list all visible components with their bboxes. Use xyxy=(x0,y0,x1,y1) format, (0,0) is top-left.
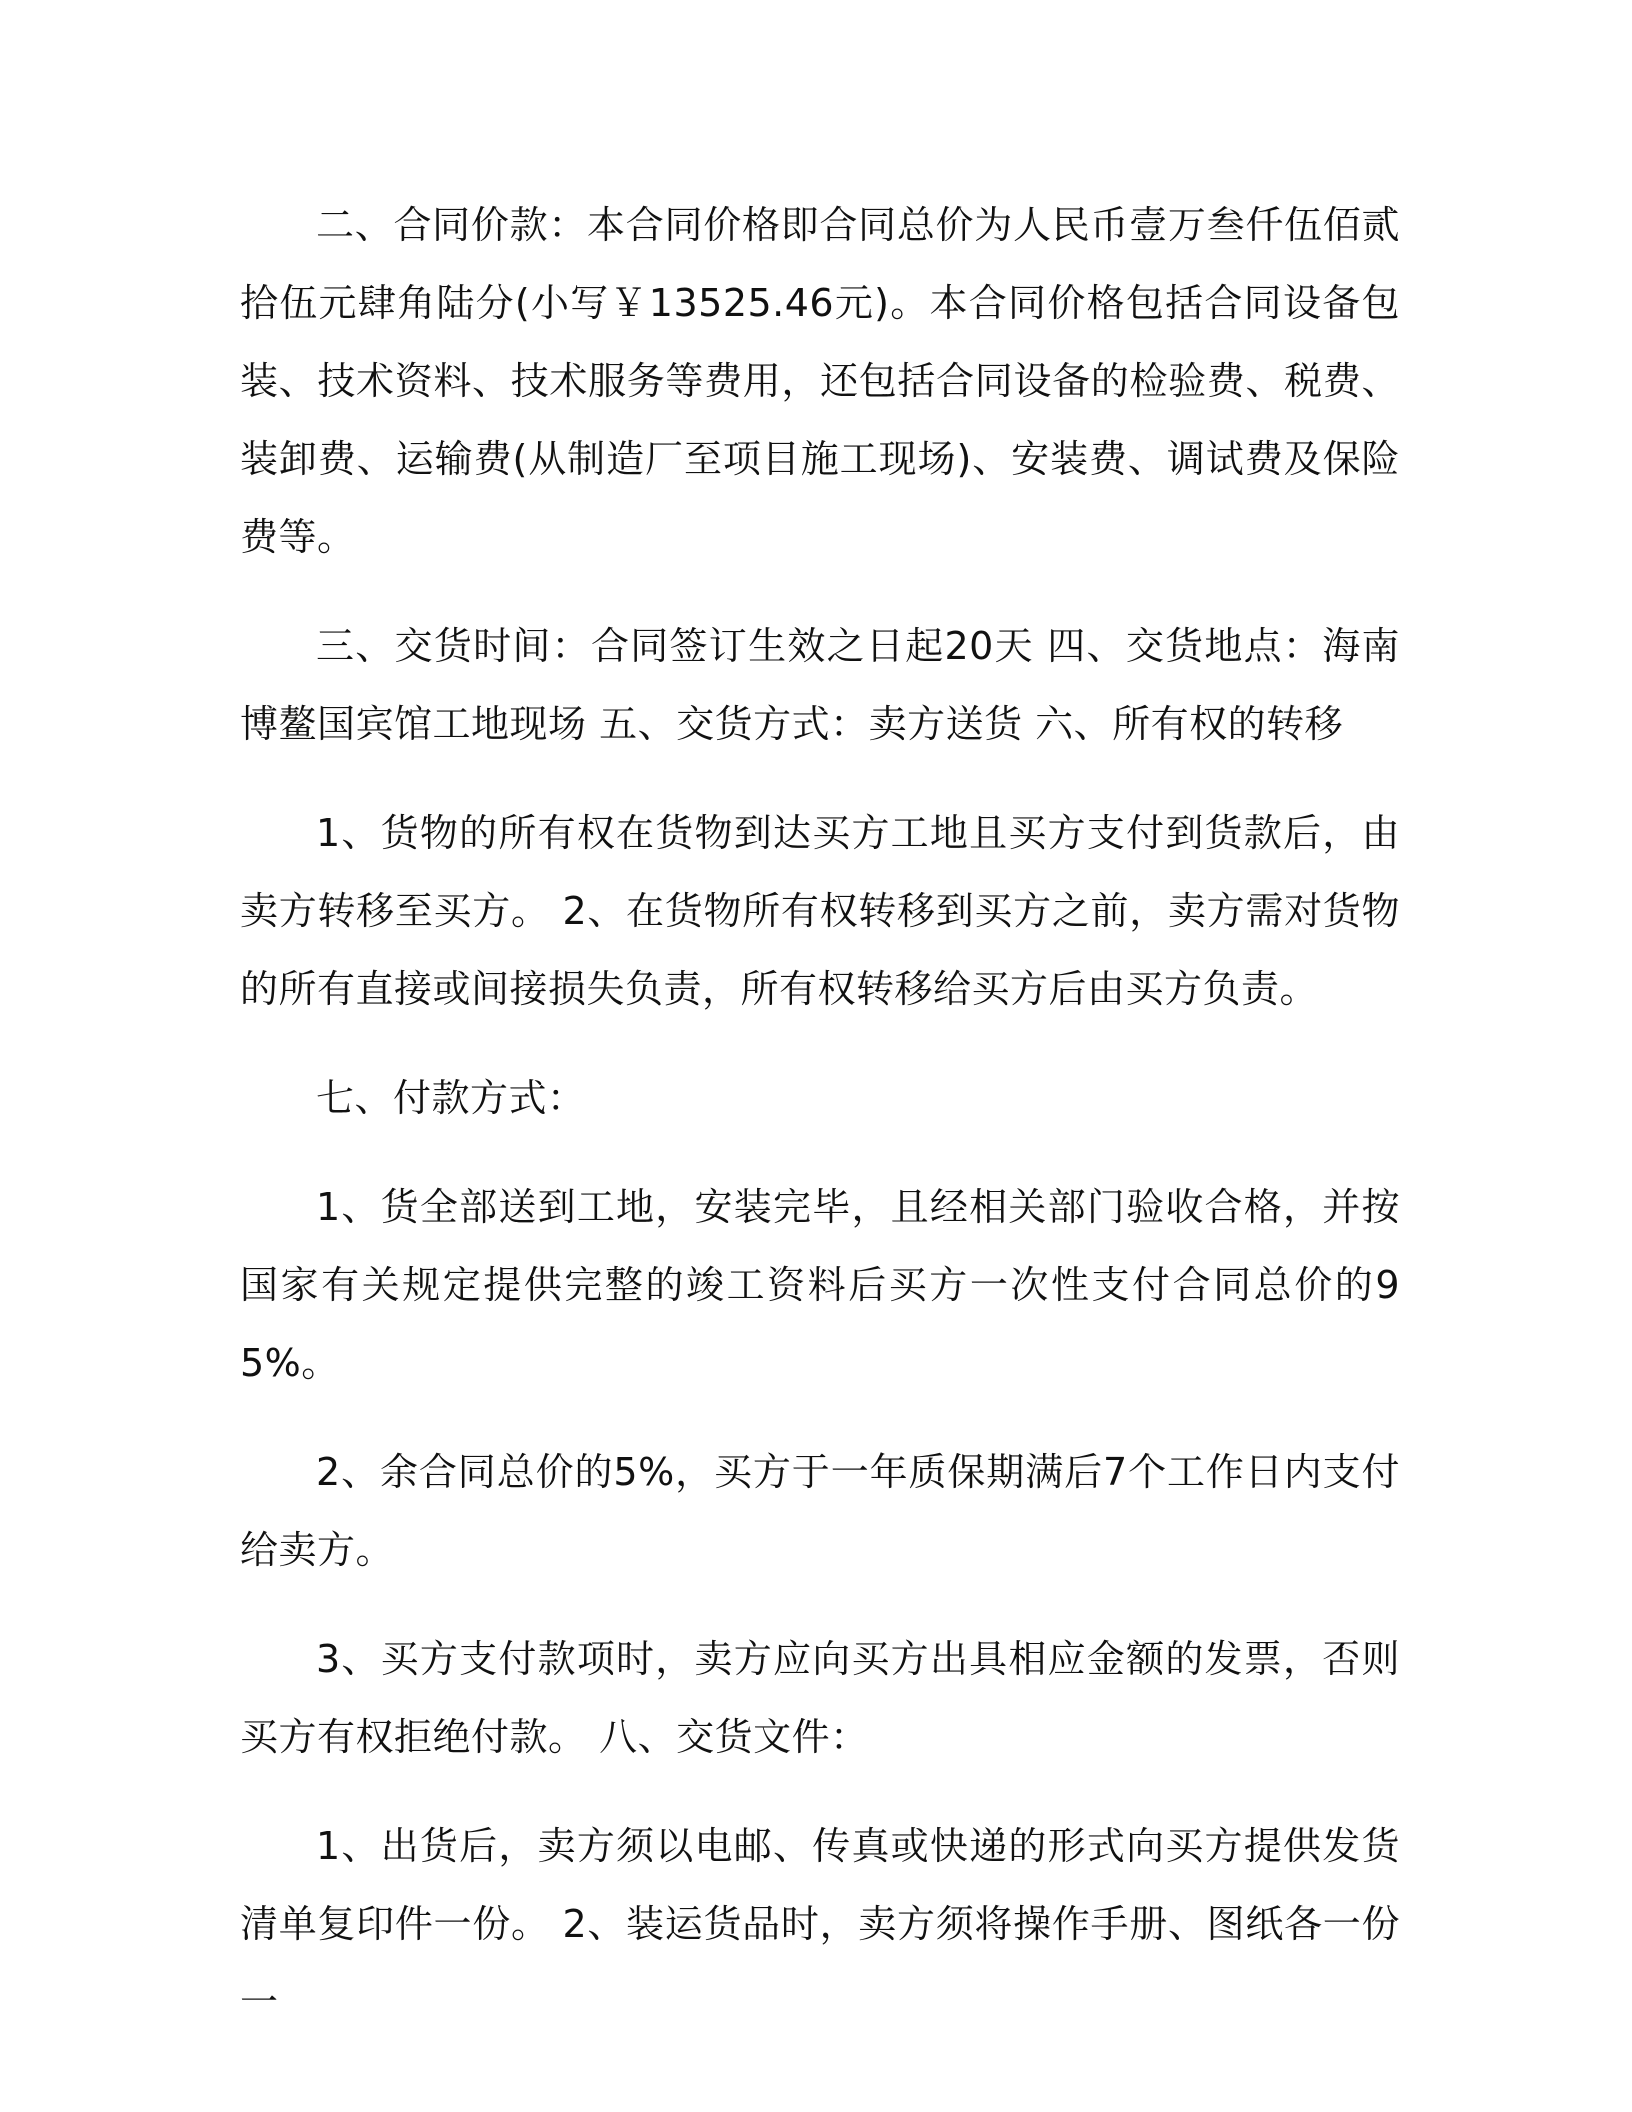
paragraph-payment-3: 3、买方支付款项时，卖方应向买方出具相应金额的发票，否则买方有权拒绝付款。 八、交货文件： xyxy=(240,1637,1400,1759)
paragraph-payment-1: 1、货全部送到工地，安装完毕，且经相关部门验收合格，并按国家有关规定提供完整的竣工资料后买方一次性支付合同总价的95%。 xyxy=(240,1185,1400,1385)
paragraph-payment-2: 2、余合同总价的5%，买方于一年质保期满后7个工作日内支付给卖方。 xyxy=(240,1450,1400,1572)
paragraph-contract-price: 二、合同价款：本合同价格即合同总价为人民币壹万叁仟伍佰贰拾伍元肆角陆分(小写￥13525.46元)。本合同价格包括合同设备包装、技术资料、技术服务等费用，还包括合同设备的检验费、税费、装卸费、运输费(从制造厂至项目施工现场)、安装费、调试费及保险费等。 xyxy=(240,203,1400,559)
paragraph-delivery-terms: 三、交货时间：合同签订生效之日起20天 四、交货地点：海南博鳌国宾馆工地现场 五、交货方式：卖方送货 六、所有权的转移 xyxy=(240,624,1400,746)
document-body xyxy=(240,186,1400,2072)
section-heading-payment: 七、付款方式： xyxy=(316,1076,586,1120)
paragraph-delivery-documents: 1、出货后，卖方须以电邮、传真或快递的形式向买方提供发货清单复印件一份。 2、装运货品时，卖方须将操作手册、图纸各一份一 xyxy=(240,1824,1400,2024)
paragraph-ownership-transfer: 1、货物的所有权在货物到达买方工地且买方支付到货款后，由卖方转移至买方。 2、在货物所有权转移到买方之前，卖方需对货物的所有直接或间接损失负责，所有权转移给买方后由买方负责。 xyxy=(240,811,1400,1011)
